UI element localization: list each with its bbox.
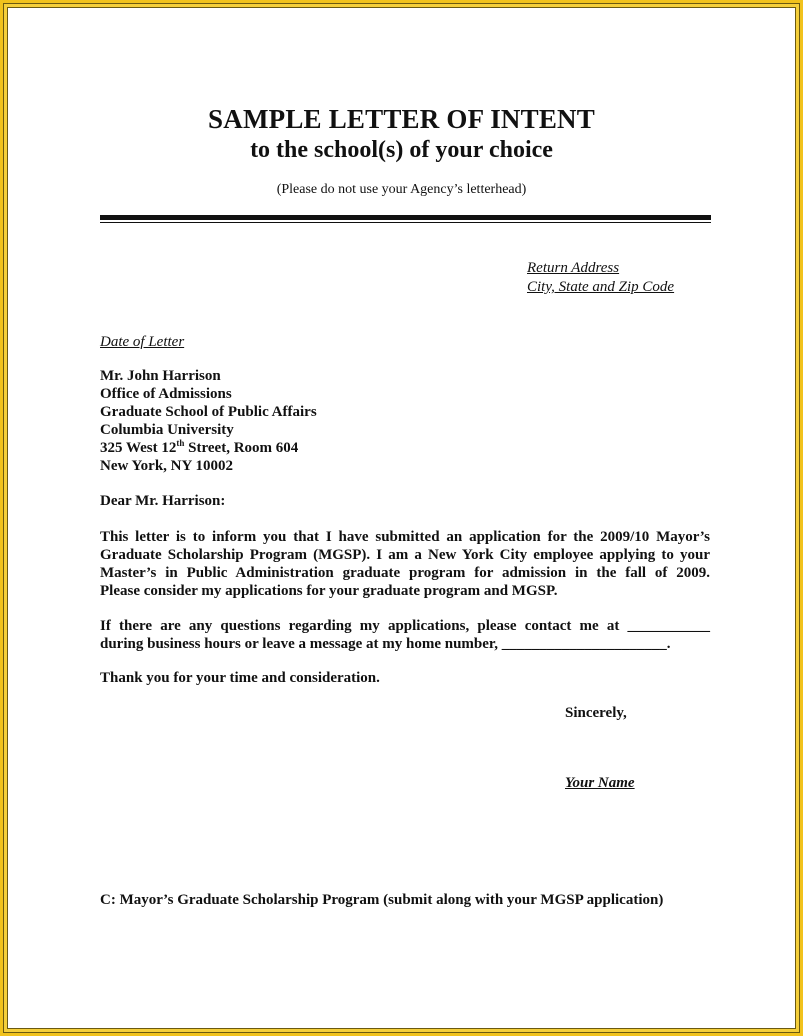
paragraph-1-line-3: Master’s in Public Administration graduate program for admission in the fall of 2009.: [100, 565, 710, 581]
date-placeholder: Date of Letter: [100, 334, 185, 350]
salutation: Dear Mr. Harrison:: [100, 493, 226, 509]
recipient-name: Mr. John Harrison: [100, 368, 221, 384]
letterhead-note: (Please do not use your Agency’s letterhead): [276, 182, 527, 197]
body-paragraph-1: [100, 528, 710, 600]
letter-page: [8, 8, 795, 1028]
paragraph-1-line-1: This letter is to inform you that I have submitted an application for the 2009/10 Mayor’s: [100, 529, 710, 545]
street-ordinal: th: [176, 438, 185, 448]
return-address-line1: Return Address: [527, 260, 620, 276]
paper: [7, 7, 796, 1029]
paragraph-1-line-2: Graduate Scholarship Program (MGSP). I am a New York City employee applying to your: [100, 547, 710, 563]
closing: Sincerely,: [565, 705, 627, 721]
frame-border: [3, 3, 800, 1033]
thanks-line: Thank you for your time and consideration.: [100, 670, 380, 686]
street-suffix: Street, Room 604: [184, 440, 299, 456]
recipient-street: [100, 440, 298, 457]
body-paragraph-2: [100, 617, 710, 653]
paragraph-2-line-2: during business hours or leave a message at my home number, ______________________.: [100, 636, 671, 652]
return-address-line2: City, State and Zip Code: [527, 279, 675, 295]
letter-subtitle: to the school(s) of your choice: [250, 137, 553, 163]
letter-title: SAMPLE LETTER OF INTENT: [208, 104, 595, 134]
recipient-city: New York, NY 10002: [100, 458, 234, 474]
street-prefix: 325 West 12: [100, 440, 177, 456]
paragraph-2-line-1: If there are any questions regarding my applications, please contact me at ___________: [100, 618, 710, 634]
recipient-office: Office of Admissions: [100, 386, 232, 402]
header-rule-thin: [100, 222, 711, 223]
paragraph-1-line-4: Please consider my applications for your graduate program and MGSP.: [100, 583, 558, 599]
signature-placeholder: Your Name: [565, 775, 635, 791]
recipient-university: Columbia University: [100, 422, 234, 438]
header-rule-thick: [100, 215, 711, 220]
recipient-school: Graduate School of Public Affairs: [100, 404, 317, 420]
cc-line: C: Mayor’s Graduate Scholarship Program (submit along with your MGSP application): [100, 892, 664, 908]
